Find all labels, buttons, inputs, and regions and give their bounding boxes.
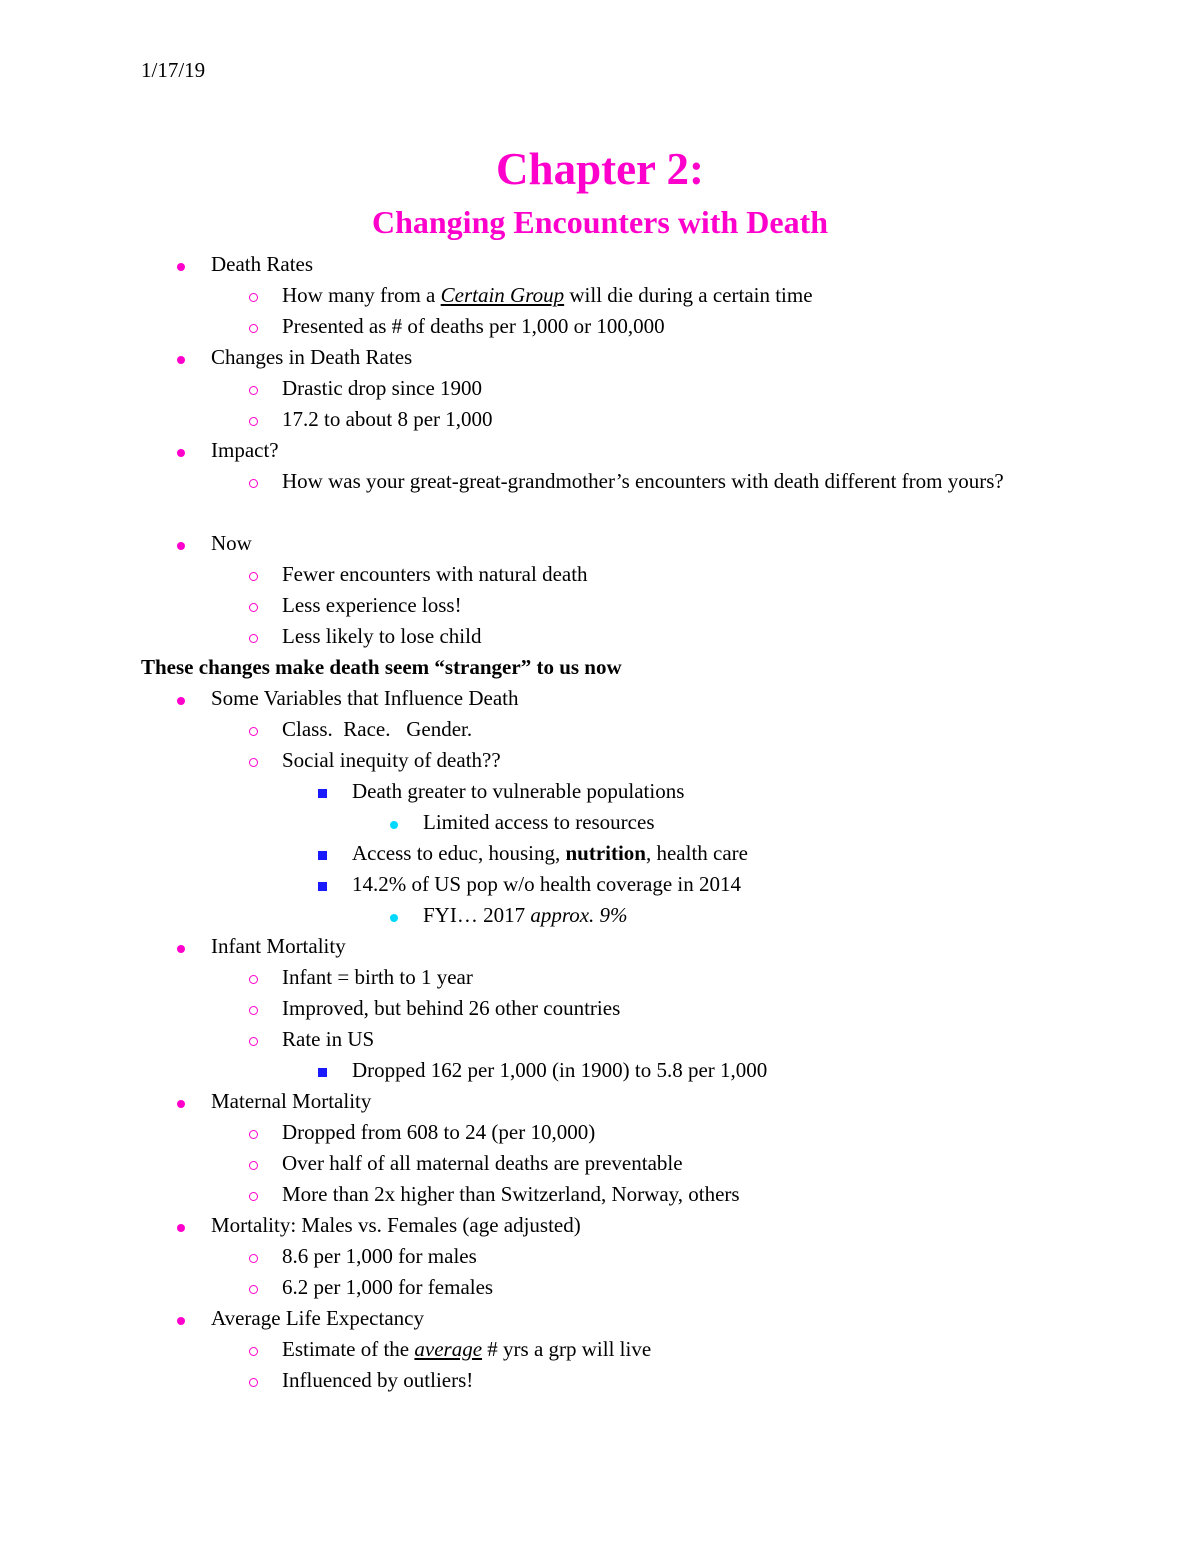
notes-body	[0, 249, 1200, 1396]
bullet-ring-icon	[249, 373, 258, 404]
list-item: Dropped 162 per 1,000 (in 1900) to 5.8 per 1,000	[0, 1055, 1200, 1086]
bullet-ring-icon	[249, 1241, 258, 1272]
list-item: Drastic drop since 1900	[0, 373, 1200, 404]
list-item: Rate in US	[0, 1024, 1200, 1055]
list-item: Less likely to lose child	[0, 621, 1200, 652]
document-date: 1/17/19	[141, 58, 206, 82]
list-item: Changes in Death Rates	[0, 342, 1200, 373]
bullet-ring-icon	[249, 1024, 258, 1055]
list-item: Now	[0, 528, 1200, 559]
list-item: Impact?	[0, 435, 1200, 466]
list-item: 8.6 per 1,000 for males	[0, 1241, 1200, 1272]
list-item: Death greater to vulnerable populations	[0, 776, 1200, 807]
list-item: Social inequity of death??	[0, 745, 1200, 776]
emphasis-text: approx. 9%	[530, 903, 628, 927]
list-item: Average Life Expectancy	[0, 1303, 1200, 1334]
bullet-ring-icon	[249, 1148, 258, 1179]
bullet-ring-icon	[249, 745, 258, 776]
bullet-ring-icon	[249, 280, 258, 311]
list-item: 14.2% of US pop w/o health coverage in 2014	[0, 869, 1200, 900]
bullet-ring-icon	[249, 962, 258, 993]
chapter-title: Chapter 2:	[496, 144, 704, 194]
bullet-dot-icon	[177, 1086, 185, 1117]
bullet-dot-icon	[177, 249, 185, 280]
list-item: Mortality: Males vs. Females (age adjusted)	[0, 1210, 1200, 1241]
bullet-dot-icon	[177, 1210, 185, 1241]
bullet-ring-icon	[249, 621, 258, 652]
list-item: More than 2x higher than Switzerland, Norway, others	[0, 1179, 1200, 1210]
list-item: Improved, but behind 26 other countries	[0, 993, 1200, 1024]
list-item: Estimate of the average # yrs a grp will live	[0, 1334, 1200, 1365]
list-item: Access to educ, housing, nutrition, health care	[0, 838, 1200, 869]
bullet-ring-icon	[249, 559, 258, 590]
bullet-ring-icon	[249, 1117, 258, 1148]
chapter-subtitle: Changing Encounters with Death	[371, 204, 829, 240]
bullet-ring-icon	[249, 466, 258, 497]
bullet-dot-icon	[177, 683, 185, 714]
bullet-dot-icon	[177, 1303, 185, 1334]
bullet-ring-icon	[249, 993, 258, 1024]
list-item: Limited access to resources	[0, 807, 1200, 838]
list-item: 6.2 per 1,000 for females	[0, 1272, 1200, 1303]
list-item: Class. Race. Gender.	[0, 714, 1200, 745]
emphasis-text: nutrition	[565, 841, 646, 865]
list-item: Maternal Mortality	[0, 1086, 1200, 1117]
list-item: Dropped from 608 to 24 (per 10,000)	[0, 1117, 1200, 1148]
list-item: FYI… 2017 approx. 9%	[0, 900, 1200, 931]
list-item: 17.2 to about 8 per 1,000	[0, 404, 1200, 435]
list-item: Less experience loss!	[0, 590, 1200, 621]
bullet-ring-icon	[249, 1179, 258, 1210]
list-item: Some Variables that Influence Death	[0, 683, 1200, 714]
list-item: Infant = birth to 1 year	[0, 962, 1200, 993]
list-item: Over half of all maternal deaths are preventable	[0, 1148, 1200, 1179]
bullet-dot-icon	[177, 528, 185, 559]
emphasis-text: Certain Group	[440, 283, 565, 307]
bullet-square-icon	[318, 776, 327, 807]
bullet-square-icon	[318, 838, 327, 869]
bullet-dot-icon	[177, 931, 185, 962]
bullet-dot-icon	[390, 807, 398, 838]
list-item: Fewer encounters with natural death	[0, 559, 1200, 590]
bullet-ring-icon	[249, 311, 258, 342]
list-item: How was your great-great-grandmother’s encounters with death different from yours?	[0, 466, 1200, 528]
bullet-ring-icon	[249, 590, 258, 621]
list-item: Presented as # of deaths per 1,000 or 100,000	[0, 311, 1200, 342]
bullet-ring-icon	[249, 714, 258, 745]
bullet-dot-icon	[390, 900, 398, 931]
bullet-dot-icon	[177, 435, 185, 466]
bullet-dot-icon	[177, 342, 185, 373]
list-item: Infant Mortality	[0, 931, 1200, 962]
bullet-ring-icon	[249, 1334, 258, 1365]
list-item: How many from a Certain Group will die during a certain time	[0, 280, 1200, 311]
bullet-ring-icon	[249, 404, 258, 435]
bullet-ring-icon	[249, 1272, 258, 1303]
list-item: Influenced by outliers!	[0, 1365, 1200, 1396]
section-heading: These changes make death seem “stranger” to us now	[141, 655, 622, 679]
bullet-square-icon	[318, 869, 327, 900]
list-item: Death Rates	[0, 249, 1200, 280]
bullet-square-icon	[318, 1055, 327, 1086]
bullet-ring-icon	[249, 1365, 258, 1396]
emphasis-text: average	[414, 1337, 483, 1361]
